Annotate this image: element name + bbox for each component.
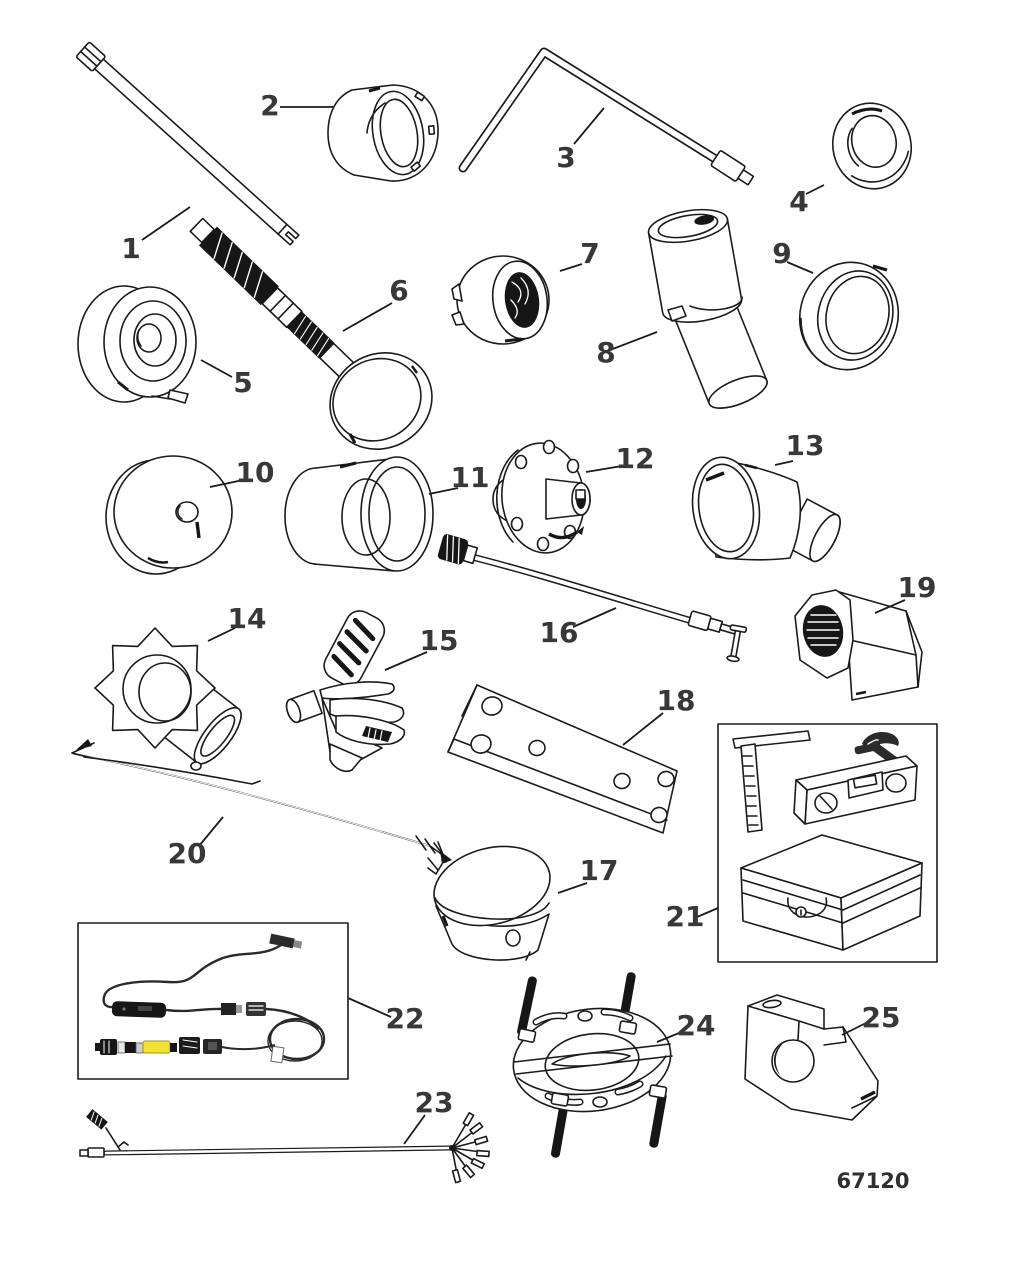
callout-4	[789, 185, 824, 218]
callout-14	[208, 602, 266, 641]
item-16-flush-tube	[437, 533, 747, 662]
item-22-diagnostic-cable-set	[78, 923, 348, 1079]
callout-label-17: 17	[579, 854, 619, 887]
callout-7	[560, 237, 600, 271]
item-24-bearing-splitter	[507, 972, 676, 1159]
callout-label-1: 1	[121, 232, 141, 265]
callout-label-18: 18	[656, 684, 696, 717]
leader-line-3	[574, 108, 604, 144]
item-14-splined-coupler	[95, 628, 249, 771]
callout-label-11: 11	[450, 461, 490, 494]
item-21-alignment-kit-case	[718, 724, 937, 962]
callout-22	[348, 998, 424, 1035]
callout-11	[429, 461, 489, 494]
callout-12	[586, 442, 654, 475]
item-5-bearing-cup-tool	[78, 286, 196, 403]
callout-15	[385, 624, 458, 670]
callout-23	[404, 1086, 453, 1144]
leader-line-18	[623, 713, 663, 745]
item-23-test-harness	[80, 1109, 489, 1182]
callout-label-24: 24	[676, 1009, 716, 1042]
item-19-splined-socket-wedge	[795, 590, 922, 700]
leader-line-7	[560, 264, 582, 271]
item-3-bent-rod-wrench	[463, 52, 756, 188]
item-11-tapered-sleeve	[285, 457, 433, 571]
callout-label-8: 8	[596, 336, 616, 369]
leader-line-8	[610, 332, 657, 350]
callout-label-10: 10	[235, 456, 275, 489]
callout-label-7: 7	[580, 237, 600, 270]
callout-16	[540, 608, 616, 649]
yellow-cable-band	[143, 1041, 170, 1053]
callout-13	[775, 429, 824, 465]
leader-line-16	[573, 608, 616, 627]
callout-label-13: 13	[785, 429, 825, 462]
item-20-pull-wire	[72, 739, 452, 874]
item-1-driver-rod	[76, 42, 301, 248]
callout-label-2: 2	[260, 89, 280, 122]
callout-9	[772, 237, 813, 273]
item-8-stepped-driver-head	[646, 204, 771, 414]
leader-line-1	[142, 207, 190, 240]
callout-3	[556, 108, 604, 174]
callout-label-21: 21	[665, 900, 705, 933]
item-4-spacer-ring	[824, 95, 920, 197]
item-12-flanged-hub-adapter	[493, 439, 590, 557]
callout-6	[343, 274, 409, 331]
callout-label-22: 22	[385, 1002, 425, 1035]
leader-line-5	[201, 360, 232, 377]
callout-label-12: 12	[615, 442, 655, 475]
callout-17	[558, 854, 618, 893]
callout-label-6: 6	[389, 274, 409, 307]
callout-2	[260, 89, 333, 122]
callout-18	[623, 684, 695, 745]
callout-8	[596, 332, 657, 369]
callout-21	[666, 900, 718, 933]
item-15-latch-tool	[284, 606, 405, 771]
callout-label-16: 16	[539, 616, 579, 649]
callout-label-14: 14	[227, 602, 267, 635]
callout-label-25: 25	[861, 1001, 901, 1034]
callout-label-15: 15	[419, 624, 459, 657]
leader-line-6	[343, 303, 392, 331]
callout-label-23: 23	[414, 1086, 454, 1119]
callout-label-9: 9	[772, 237, 792, 270]
callout-label-20: 20	[167, 837, 207, 870]
item-17-cap-driver	[426, 835, 559, 960]
leader-line-23	[404, 1115, 425, 1144]
callout-1	[121, 207, 190, 265]
callout-label-4: 4	[789, 185, 809, 218]
item-7-spanner-nut-socket	[452, 256, 552, 344]
item-10-driver-disc	[106, 456, 232, 574]
item-6-splined-shaft	[187, 216, 449, 467]
callout-label-19: 19	[897, 571, 937, 604]
item-13-stepped-cylinder-adapter	[686, 453, 846, 566]
callout-20	[168, 817, 223, 870]
item-25-clamp-block	[745, 995, 878, 1120]
callout-10	[210, 456, 274, 489]
item-18-drilled-bar-plate	[448, 685, 677, 833]
item-2-bearing-cup-driver	[328, 85, 438, 181]
callout-5	[201, 360, 253, 399]
callout-label-5: 5	[233, 366, 253, 399]
figure-code: 67120	[836, 1169, 910, 1193]
callout-label-3: 3	[556, 141, 576, 174]
callout-25	[842, 1001, 900, 1035]
